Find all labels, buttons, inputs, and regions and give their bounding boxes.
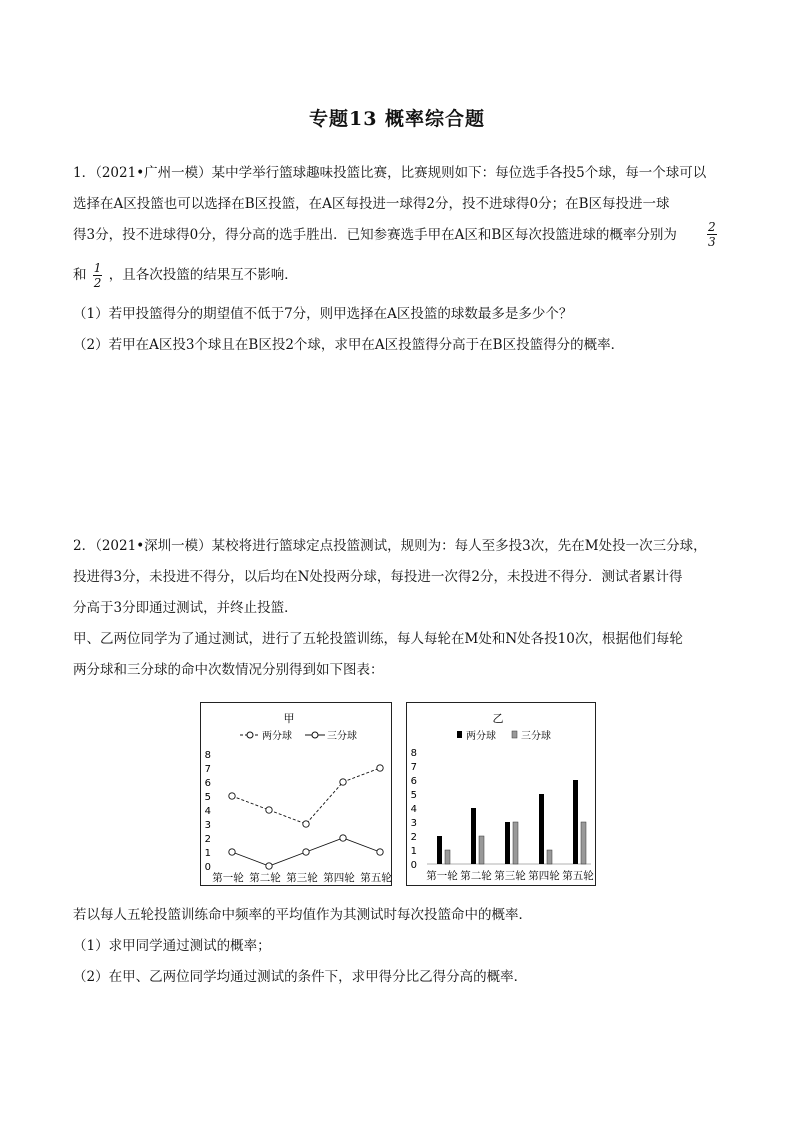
fraction-numerator: 2 bbox=[708, 220, 716, 234]
bar-three-point bbox=[445, 850, 450, 864]
bar-two-point bbox=[539, 794, 544, 864]
page-title: 专题13 概率综合题 bbox=[308, 108, 486, 130]
q1-line-4 bbox=[73, 255, 723, 295]
data-point bbox=[303, 821, 309, 827]
data-point bbox=[229, 793, 235, 799]
y-tick-label: 0 bbox=[204, 862, 211, 873]
bar-three-point bbox=[479, 836, 484, 864]
data-point bbox=[266, 807, 272, 813]
x-tick-label: 第四轮 bbox=[323, 872, 355, 884]
x-tick-label: 第五轮 bbox=[360, 872, 391, 884]
q2-line-1: 2．（2021•深圳一模）某校将进行篮球定点投篮测试，规则为：每人至多投3次，先在M处投一次三分球， bbox=[73, 538, 707, 554]
q1-line-4-suffix: ，且各次投篮的结果互不影响． bbox=[108, 267, 298, 283]
q2-line-5: 两分球和三分球的命中次数情况分别得到如下图表： bbox=[73, 662, 384, 678]
q1-line-3-text: 得3分，投不进球得0分，得分高的选手胜出．已知参赛选手甲在A区和B区每次投篮进球的概率分别为 bbox=[73, 227, 677, 243]
x-tick-label: 第三轮 bbox=[286, 872, 318, 884]
q2-after-1: 若以每人五轮投篮训练命中频率的平均值作为其测试时每次投篮命中的概率． bbox=[73, 907, 532, 923]
y-tick-label: 1 bbox=[204, 848, 211, 859]
x-tick-label: 第四轮 bbox=[528, 870, 560, 882]
q2-sub-2: （2）在甲、乙两位同学均通过测试的条件下，求甲得分比乙得分高的概率． bbox=[73, 969, 528, 985]
y-tick-label: 5 bbox=[410, 790, 417, 801]
bar-two-point bbox=[437, 836, 442, 864]
bar-two-point bbox=[505, 822, 510, 864]
x-tick-label: 第二轮 bbox=[249, 872, 281, 884]
chart-title: 乙 bbox=[492, 712, 504, 725]
line-chart-svg bbox=[201, 703, 391, 885]
question-1 bbox=[73, 158, 723, 361]
bar-three-point bbox=[547, 850, 552, 864]
bar-chart-svg bbox=[407, 703, 595, 885]
y-tick-label: 8 bbox=[204, 750, 211, 761]
chart-yi bbox=[406, 702, 596, 886]
q1-line-2: 选择在A区投篮也可以选择在B区投篮，在A区每投进一球得2分，投不进球得0分；在B区每投进一球 bbox=[73, 196, 670, 212]
data-point bbox=[377, 849, 383, 855]
x-tick-label: 第五轮 bbox=[562, 870, 594, 882]
y-tick-label: 3 bbox=[204, 820, 211, 831]
legend-swatch bbox=[512, 731, 517, 738]
bar-three-point bbox=[581, 822, 586, 864]
y-tick-label: 6 bbox=[204, 778, 211, 789]
chart-title: 甲 bbox=[283, 712, 295, 725]
y-tick-label: 5 bbox=[204, 792, 211, 803]
q2-line-2: 投进得3分，未投进不得分，以后均在N处投两分球，每投进一次得2分，未投进不得分．测试者累计得 bbox=[73, 569, 683, 585]
x-tick-label: 第一轮 bbox=[212, 872, 244, 884]
y-tick-label: 6 bbox=[410, 776, 417, 787]
bar-two-point bbox=[573, 780, 578, 864]
x-tick-label: 第一轮 bbox=[426, 870, 458, 882]
y-tick-label: 7 bbox=[410, 762, 417, 773]
chart-jia bbox=[200, 702, 392, 886]
q1-sub-2: （2）若甲在A区投3个球且在B区投2个球，求甲在A区投篮得分高于在B区投篮得分的概率． bbox=[73, 337, 625, 353]
y-tick-label: 1 bbox=[410, 846, 417, 857]
legend-marker bbox=[247, 732, 253, 738]
x-tick-label: 第三轮 bbox=[494, 870, 526, 882]
series-line-two-point bbox=[232, 768, 380, 824]
q2-sub-1: （1）求甲同学通过测试的概率； bbox=[73, 938, 271, 954]
question-2-continued bbox=[73, 900, 723, 993]
q1-line-1: 1．（2021•广州一模）某中学举行篮球趣味投篮比赛，比赛规则如下：每位选手各投5个球，每一个球可以 bbox=[73, 165, 707, 181]
bar-two-point bbox=[471, 808, 476, 864]
fraction-two-thirds bbox=[707, 220, 717, 249]
x-tick-label: 第二轮 bbox=[460, 870, 492, 882]
q2-line-4: 甲、乙两位同学为了通过测试，进行了五轮投篮训练，每人每轮在M处和N处各投10次，根据他们每轮 bbox=[73, 631, 683, 647]
data-point bbox=[340, 835, 346, 841]
bar-three-point bbox=[513, 822, 518, 864]
y-tick-label: 2 bbox=[410, 832, 417, 843]
q1-line-4-prefix: 和 bbox=[73, 267, 87, 283]
y-tick-label: 8 bbox=[410, 748, 417, 759]
data-point bbox=[377, 765, 383, 771]
y-tick-label: 4 bbox=[410, 804, 417, 815]
data-point bbox=[303, 849, 309, 855]
legend-label: 两分球 bbox=[262, 731, 292, 742]
fraction-denominator: 3 bbox=[708, 235, 716, 249]
y-tick-label: 3 bbox=[410, 818, 417, 829]
legend-swatch bbox=[457, 731, 462, 738]
y-tick-label: 0 bbox=[410, 860, 417, 871]
legend-label: 三分球 bbox=[327, 731, 357, 742]
fraction-numerator: 1 bbox=[93, 261, 102, 275]
y-tick-label: 7 bbox=[204, 764, 211, 775]
q1-line-3 bbox=[73, 220, 723, 251]
fraction-denominator: 2 bbox=[93, 276, 102, 290]
legend-label: 三分球 bbox=[521, 731, 551, 742]
legend-marker bbox=[312, 732, 318, 738]
fraction-one-half bbox=[93, 261, 103, 290]
y-tick-label: 4 bbox=[204, 806, 211, 817]
data-point bbox=[229, 849, 235, 855]
question-2 bbox=[73, 531, 723, 686]
data-point bbox=[340, 779, 346, 785]
legend-label: 两分球 bbox=[466, 731, 496, 742]
q2-line-3: 分高于3分即通过测试，并终止投篮． bbox=[73, 600, 298, 616]
q1-sub-1: （1）若甲投篮得分的期望值不低于7分，则甲选择在A区投篮的球数最多是多少个？ bbox=[73, 306, 573, 322]
y-tick-label: 2 bbox=[204, 834, 211, 845]
data-point bbox=[266, 863, 272, 869]
